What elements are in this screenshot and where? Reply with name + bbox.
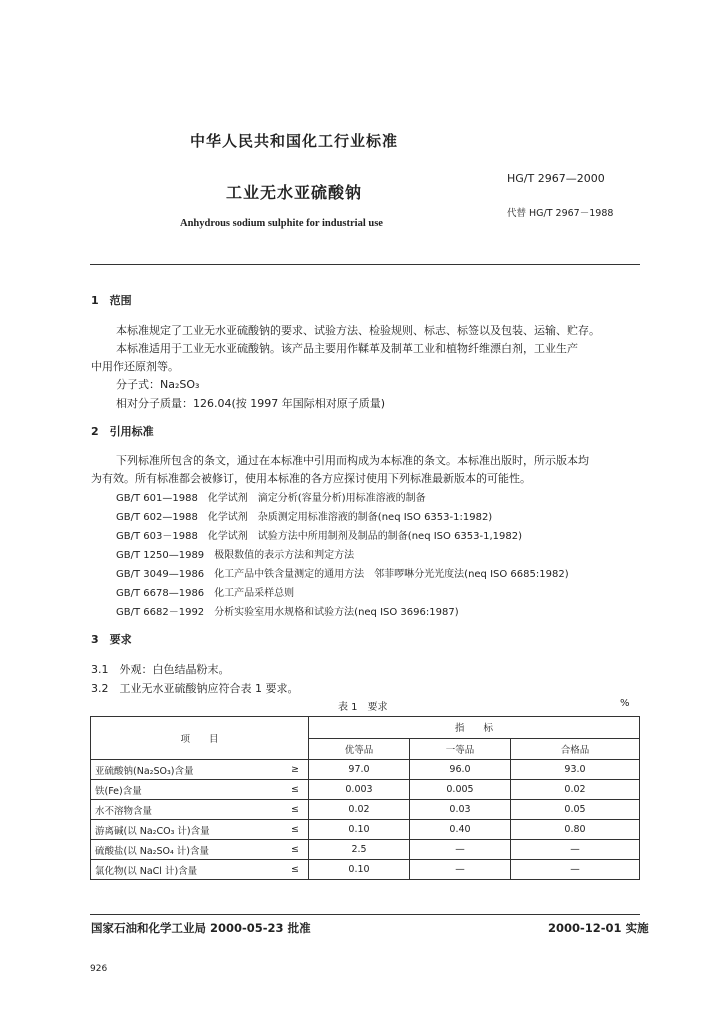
reference-item: GB/T 6678—1986 化工产品采样总则 <box>116 588 295 599</box>
cell-value: — <box>410 840 511 860</box>
cell-value: 2.5 <box>309 840 410 860</box>
row-symbol: ≤ <box>282 800 309 820</box>
cell-value: 0.10 <box>309 820 410 840</box>
approval-line: 国家石油和化学工业局 2000-05-23 批准 <box>91 921 311 935</box>
row-symbol: ≤ <box>282 860 309 880</box>
row-symbol: ≤ <box>282 840 309 860</box>
section-1-para-1: 本标准规定了工业无水亚硫酸钠的要求、试验方法、检验规则、标志、标签以及包装、运输、贮存。 <box>116 324 600 337</box>
section-1-para-2b: 中用作还原剂等。 <box>91 360 179 373</box>
standard-org: 中华人民共和国化工行业标准 <box>190 132 399 150</box>
row-name: 硫酸盐(以 Na₂SO₄ 计)含量 <box>91 840 283 860</box>
reference-item: GB/T 6682－1992 分析实验室用水规格和试验方法(neq ISO 3696:1987) <box>116 607 459 618</box>
row-symbol: ≥ <box>282 760 309 780</box>
cell-value: 0.03 <box>410 800 511 820</box>
row-name: 氯化物(以 NaCl 计)含量 <box>91 860 283 880</box>
row-name: 亚硫酸钠(Na₂SO₃)含量 <box>91 760 283 780</box>
table-header-row <box>91 717 640 739</box>
reference-item: GB/T 601—1988 化学试剂 滴定分析(容量分析)用标准溶液的制备 <box>116 493 426 504</box>
replaces-standard: 代替 HG/T 2967－1988 <box>507 208 614 219</box>
row-name: 游离碱(以 Na₂CO₃ 计)含量 <box>91 820 283 840</box>
section-2-para-a: 下列标准所包含的条文，通过在本标准中引用而构成为本标准的条文。本标准出版时，所示版本均 <box>116 454 589 467</box>
table-row <box>91 820 640 840</box>
cell-value: 0.10 <box>309 860 410 880</box>
header-rule <box>90 264 640 265</box>
row-name: 铁(Fe)含量 <box>91 780 283 800</box>
cell-value: — <box>511 840 640 860</box>
grade-header: 优等品 <box>309 738 410 760</box>
page-number: 926 <box>90 964 108 974</box>
table-row <box>91 780 640 800</box>
grade-header: 合格品 <box>511 738 640 760</box>
cell-value: 0.05 <box>511 800 640 820</box>
section-1-heading: 1 范围 <box>91 294 132 307</box>
cell-value: 0.02 <box>309 800 410 820</box>
section-3-heading: 3 要求 <box>91 633 132 646</box>
reference-item: GB/T 1250—1989 极限数值的表示方法和判定方法 <box>116 550 355 561</box>
reference-item: GB/T 602—1988 化学试剂 杂质测定用标准溶液的制备(neq ISO 6353-1:1982) <box>116 512 493 523</box>
table-unit: % <box>620 698 630 709</box>
cell-value: 96.0 <box>410 760 511 780</box>
standard-number: HG/T 2967—2000 <box>507 172 605 185</box>
section-2-para-b: 为有效。所有标准都会被修订，使用本标准的各方应探讨使用下列标准最新版本的可能性。 <box>91 472 531 485</box>
row-symbol: ≤ <box>282 780 309 800</box>
cell-value: 93.0 <box>511 760 640 780</box>
requirements-table <box>90 716 640 880</box>
section-1-para-2a: 本标准适用于工业无水亚硫酸钠。该产品主要用作鞣革及制革工业和植物纤维漂白剂，工业生产 <box>116 342 578 355</box>
english-title: Anhydrous sodium sulphite for industrial use <box>180 218 383 229</box>
item-header: 项 目 <box>91 717 309 760</box>
index-header: 指 标 <box>309 717 640 739</box>
cell-value: 97.0 <box>309 760 410 780</box>
effective-date: 2000-12-01 实施 <box>548 921 649 935</box>
table-row <box>91 840 640 860</box>
table-row <box>91 860 640 880</box>
cell-value: 0.80 <box>511 820 640 840</box>
page-title: 工业无水亚硫酸钠 <box>226 183 363 202</box>
section-3-1: 3.1 外观：白色结晶粉末。 <box>91 663 230 676</box>
reference-item: GB/T 3049—1986 化工产品中铁含量测定的通用方法 邻菲啰啉分光光度法(neq ISO 6685:1982) <box>116 569 569 580</box>
table-row <box>91 760 640 780</box>
cell-value: 0.003 <box>309 780 410 800</box>
footer-rule <box>90 914 640 915</box>
molecular-formula: 分子式：Na₂SO₃ <box>116 378 200 391</box>
molecular-mass: 相对分子质量：126.04(按 1997 年国际相对原子质量) <box>116 397 386 410</box>
cell-value: — <box>511 860 640 880</box>
section-2-heading: 2 引用标准 <box>91 425 154 438</box>
table-caption: 表 1 要求 <box>338 702 388 713</box>
cell-value: 0.40 <box>410 820 511 840</box>
cell-value: 0.02 <box>511 780 640 800</box>
cell-value: 0.005 <box>410 780 511 800</box>
reference-item: GB/T 603－1988 化学试剂 试验方法中所用制剂及制品的制备(neq ISO 6353-1,1982) <box>116 531 523 542</box>
grade-header: 一等品 <box>410 738 511 760</box>
row-name: 水不溶物含量 <box>91 800 283 820</box>
cell-value: — <box>410 860 511 880</box>
row-symbol: ≤ <box>282 820 309 840</box>
section-3-2: 3.2 工业无水亚硫酸钠应符合表 1 要求。 <box>91 682 299 695</box>
table-row <box>91 800 640 820</box>
